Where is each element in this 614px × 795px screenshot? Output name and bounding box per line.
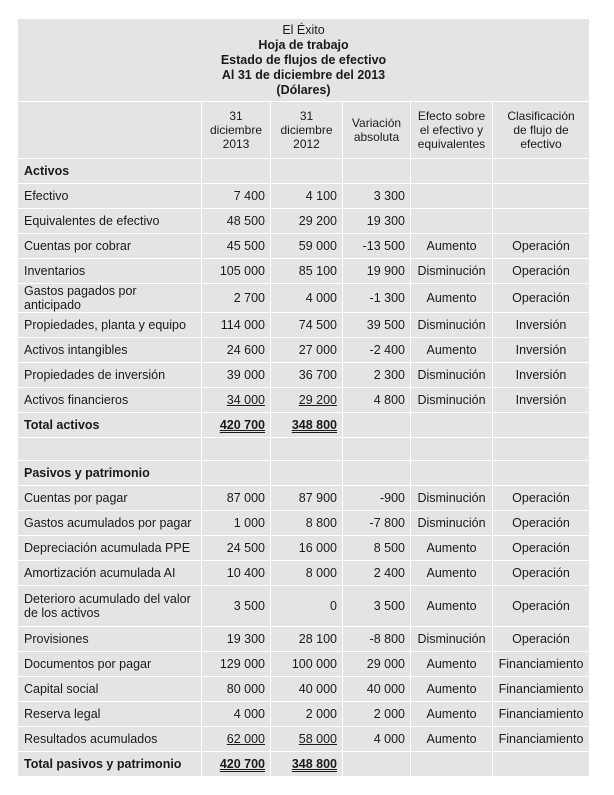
- classification-value: Operación: [493, 284, 590, 313]
- account-label: Depreciación acumulada PPE: [18, 536, 202, 561]
- classification-value: Operación: [493, 586, 590, 627]
- value-variation: -1 300: [343, 284, 411, 313]
- account-label: Documentos por pagar: [18, 652, 202, 677]
- section-empty-cell: [493, 159, 590, 184]
- account-label: Provisiones: [18, 627, 202, 652]
- total-row: [18, 413, 590, 438]
- value-variation: 29 000: [343, 652, 411, 677]
- value-variation: 19 300: [343, 209, 411, 234]
- classification-value: Inversión: [493, 363, 590, 388]
- total-2012: [271, 413, 343, 438]
- total-label: Total activos: [18, 413, 202, 438]
- table-row: [18, 234, 590, 259]
- effect-value: Aumento: [411, 586, 493, 627]
- total-empty-cell: [493, 413, 590, 438]
- account-label: Cuentas por pagar: [18, 486, 202, 511]
- title-cell: [18, 19, 590, 102]
- total-2012: [271, 752, 343, 777]
- value-2013: 45 500: [202, 234, 271, 259]
- value-2013: 3 500: [202, 586, 271, 627]
- spacer-row-cell: [493, 438, 590, 461]
- total-2013: [202, 752, 271, 777]
- section-label: Activos: [18, 159, 202, 184]
- value-2013: 7 400: [202, 184, 271, 209]
- value-2012: 28 100: [271, 627, 343, 652]
- table-row: [18, 561, 590, 586]
- value-variation: 8 500: [343, 536, 411, 561]
- value-2012: [271, 727, 343, 752]
- column-header-2013: 31 diciembre 2013: [202, 102, 271, 159]
- classification-value: Financiamiento: [493, 727, 590, 752]
- effect-value: Aumento: [411, 561, 493, 586]
- statement-title: Estado de flujos de efectivo: [220, 52, 387, 67]
- value-variation: 2 400: [343, 561, 411, 586]
- value-2013-value: 34 000: [226, 393, 265, 407]
- section-empty-cell: [202, 159, 271, 184]
- table-row: [18, 627, 590, 652]
- table-row: [18, 284, 590, 313]
- value-2012: 74 500: [271, 313, 343, 338]
- value-variation: -2 400: [343, 338, 411, 363]
- effect-value: Aumento: [411, 727, 493, 752]
- table-row: [18, 677, 590, 702]
- classification-value: Inversión: [493, 388, 590, 413]
- value-2013-value: 62 000: [226, 732, 265, 746]
- value-variation: 39 500: [343, 313, 411, 338]
- section-empty-cell: [493, 461, 590, 486]
- value-variation: -7 800: [343, 511, 411, 536]
- account-label: Capital social: [18, 677, 202, 702]
- table-row: [18, 209, 590, 234]
- effect-value: [411, 184, 493, 209]
- value-variation: 2 300: [343, 363, 411, 388]
- table-row: [18, 511, 590, 536]
- value-2012: 8 800: [271, 511, 343, 536]
- account-label: Propiedades de inversión: [18, 363, 202, 388]
- table-row: [18, 536, 590, 561]
- effect-value: Disminución: [411, 486, 493, 511]
- value-2013: 129 000: [202, 652, 271, 677]
- classification-value: Financiamiento: [493, 677, 590, 702]
- company-name: El Éxito: [282, 22, 325, 37]
- value-2012: 100 000: [271, 652, 343, 677]
- total-2012-value: 348 800: [291, 757, 337, 771]
- value-2012-value: 29 200: [298, 393, 337, 407]
- total-2013: [202, 413, 271, 438]
- title-block: [18, 19, 590, 102]
- effect-value: Disminución: [411, 259, 493, 284]
- effect-value: Aumento: [411, 677, 493, 702]
- classification-value: Operación: [493, 561, 590, 586]
- total-empty-cell: [411, 413, 493, 438]
- account-label: Efectivo: [18, 184, 202, 209]
- value-variation: 19 900: [343, 259, 411, 284]
- total-empty-cell: [343, 752, 411, 777]
- value-2013: 24 500: [202, 536, 271, 561]
- table-row: [18, 184, 590, 209]
- column-header-classification: Clasificación de flujo de efectivo: [493, 102, 590, 159]
- value-2012: 8 000: [271, 561, 343, 586]
- table-row: [18, 388, 590, 413]
- total-2013-value: 420 700: [219, 418, 265, 432]
- classification-value: Operación: [493, 511, 590, 536]
- value-2013: 19 300: [202, 627, 271, 652]
- value-2012: 40 000: [271, 677, 343, 702]
- total-label: Total pasivos y patrimonio: [18, 752, 202, 777]
- section-label: Pasivos y patrimonio: [18, 461, 202, 486]
- table-row: [18, 586, 590, 627]
- section-empty-cell: [343, 159, 411, 184]
- account-label: Gastos acumulados por pagar: [18, 511, 202, 536]
- value-variation: -900: [343, 486, 411, 511]
- account-label: Activos intangibles: [18, 338, 202, 363]
- section-empty-cell: [343, 461, 411, 486]
- table-row: [18, 313, 590, 338]
- effect-value: [411, 209, 493, 234]
- effect-value: Disminución: [411, 313, 493, 338]
- section-header-row: [18, 159, 590, 184]
- effect-value: Disminución: [411, 627, 493, 652]
- value-variation: 4 000: [343, 727, 411, 752]
- account-label: Inventarios: [18, 259, 202, 284]
- column-header-label: [18, 102, 202, 159]
- classification-value: [493, 184, 590, 209]
- account-label: Deterioro acumulado del valor de los activos: [18, 586, 202, 627]
- value-2012: 27 000: [271, 338, 343, 363]
- column-header-effect: Efecto sobre el efectivo y equivalentes: [411, 102, 493, 159]
- classification-value: Financiamiento: [493, 702, 590, 727]
- account-label: Propiedades, planta y equipo: [18, 313, 202, 338]
- section-empty-cell: [202, 461, 271, 486]
- section-header-row: [18, 461, 590, 486]
- total-row: [18, 752, 590, 777]
- account-label: Reserva legal: [18, 702, 202, 727]
- total-empty-cell: [411, 752, 493, 777]
- value-2012: 16 000: [271, 536, 343, 561]
- value-2013: 39 000: [202, 363, 271, 388]
- effect-value: Disminución: [411, 388, 493, 413]
- effect-value: Aumento: [411, 536, 493, 561]
- table-row: [18, 338, 590, 363]
- column-header-2012: 31 diciembre 2012: [271, 102, 343, 159]
- account-label: Gastos pagados por anticipado: [18, 284, 202, 313]
- value-2013: 24 600: [202, 338, 271, 363]
- classification-value: Operación: [493, 234, 590, 259]
- account-label: Amortización acumulada AI: [18, 561, 202, 586]
- classification-value: Operación: [493, 627, 590, 652]
- worksheet: [17, 18, 589, 777]
- value-2012: 0: [271, 586, 343, 627]
- currency-note: (Dólares): [276, 82, 331, 97]
- column-header-variation: Variación absoluta: [343, 102, 411, 159]
- spacer-row-cell: [18, 438, 202, 461]
- table-row: [18, 652, 590, 677]
- effect-value: Aumento: [411, 652, 493, 677]
- value-2013: 2 700: [202, 284, 271, 313]
- section-empty-cell: [271, 461, 343, 486]
- classification-value: Operación: [493, 486, 590, 511]
- statement-date: Al 31 de diciembre del 2013: [221, 67, 386, 82]
- cash-flow-worksheet-table: [17, 18, 590, 777]
- classification-value: Operación: [493, 536, 590, 561]
- total-2013-value: 420 700: [219, 757, 265, 771]
- total-empty-cell: [343, 413, 411, 438]
- table-row: [18, 702, 590, 727]
- value-variation: -13 500: [343, 234, 411, 259]
- spacer-row: [18, 438, 590, 461]
- section-empty-cell: [411, 461, 493, 486]
- value-2012: [271, 388, 343, 413]
- value-2012: 2 000: [271, 702, 343, 727]
- classification-value: Inversión: [493, 313, 590, 338]
- value-2013: 105 000: [202, 259, 271, 284]
- account-label: Cuentas por cobrar: [18, 234, 202, 259]
- account-label: Activos financieros: [18, 388, 202, 413]
- value-variation: 4 800: [343, 388, 411, 413]
- value-2012: 59 000: [271, 234, 343, 259]
- value-2012: 85 100: [271, 259, 343, 284]
- classification-value: Operación: [493, 259, 590, 284]
- value-2013: 10 400: [202, 561, 271, 586]
- effect-value: Aumento: [411, 702, 493, 727]
- table-row: [18, 486, 590, 511]
- effect-value: Aumento: [411, 234, 493, 259]
- value-variation: -8 800: [343, 627, 411, 652]
- document-type: Hoja de trabajo: [258, 37, 349, 52]
- classification-value: Financiamiento: [493, 652, 590, 677]
- table-row: [18, 727, 590, 752]
- section-empty-cell: [271, 159, 343, 184]
- spacer-row-cell: [271, 438, 343, 461]
- effect-value: Disminución: [411, 511, 493, 536]
- value-2013: 1 000: [202, 511, 271, 536]
- total-2012-value: 348 800: [291, 418, 337, 432]
- value-2013: [202, 727, 271, 752]
- effect-value: Disminución: [411, 363, 493, 388]
- spacer-row-cell: [202, 438, 271, 461]
- classification-value: Inversión: [493, 338, 590, 363]
- spacer-row-cell: [411, 438, 493, 461]
- value-2012: 87 900: [271, 486, 343, 511]
- value-variation: 3 500: [343, 586, 411, 627]
- account-label: Equivalentes de efectivo: [18, 209, 202, 234]
- value-variation: 2 000: [343, 702, 411, 727]
- value-2013: 48 500: [202, 209, 271, 234]
- value-2013: 80 000: [202, 677, 271, 702]
- table-row: [18, 363, 590, 388]
- classification-value: [493, 209, 590, 234]
- value-2013: 114 000: [202, 313, 271, 338]
- value-2013: [202, 388, 271, 413]
- account-label: Resultados acumulados: [18, 727, 202, 752]
- total-empty-cell: [493, 752, 590, 777]
- value-2013: 4 000: [202, 702, 271, 727]
- spacer-row-cell: [343, 438, 411, 461]
- value-2012: 36 700: [271, 363, 343, 388]
- section-empty-cell: [411, 159, 493, 184]
- column-header-row: [18, 102, 590, 159]
- value-2012: 4 000: [271, 284, 343, 313]
- table-row: [18, 259, 590, 284]
- value-variation: 40 000: [343, 677, 411, 702]
- value-2012-value: 58 000: [298, 732, 337, 746]
- value-2013: 87 000: [202, 486, 271, 511]
- value-2012: 4 100: [271, 184, 343, 209]
- value-variation: 3 300: [343, 184, 411, 209]
- value-2012: 29 200: [271, 209, 343, 234]
- effect-value: Aumento: [411, 284, 493, 313]
- effect-value: Aumento: [411, 338, 493, 363]
